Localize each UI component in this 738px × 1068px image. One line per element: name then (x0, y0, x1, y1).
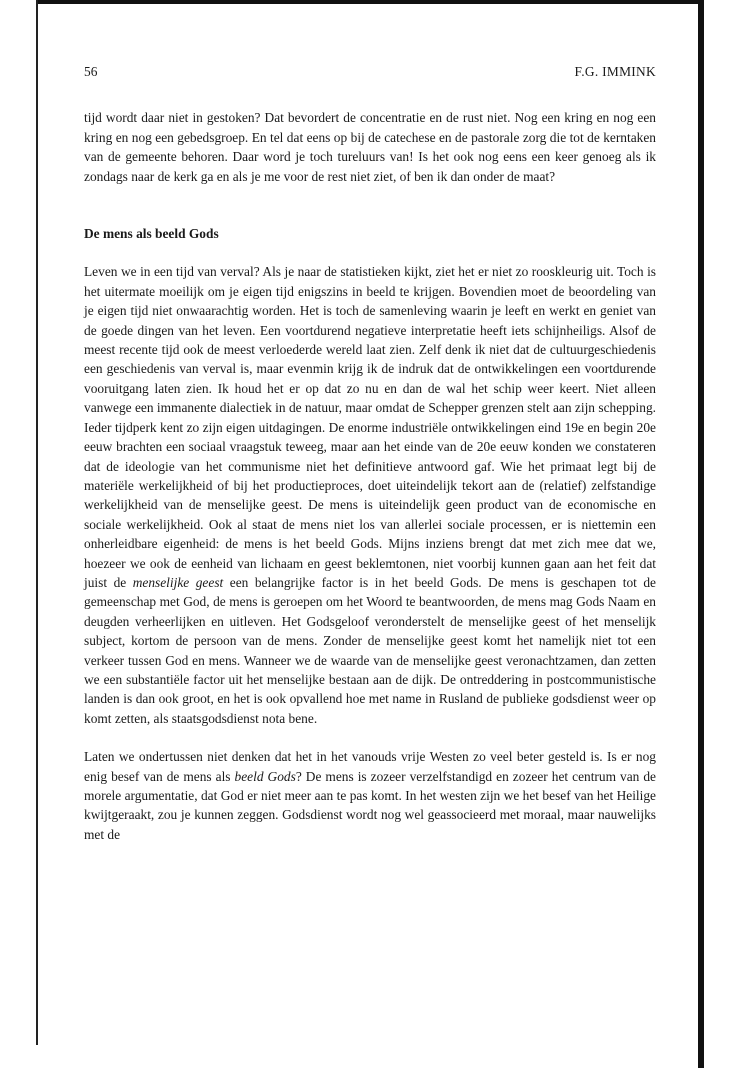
paragraph-spacer (84, 728, 656, 747)
paragraph-3-text-a: Laten we ondertussen niet denken dat het in het vanouds vrije Westen zo veel beter gesteld is. Is er nog enig besef van de mens als (84, 749, 656, 784)
paragraph-2 (84, 262, 656, 728)
scan-border-left (36, 0, 38, 1045)
section-heading: De mens als beeld Gods (84, 226, 219, 242)
scan-border-right (698, 0, 704, 1068)
section-spacer (84, 186, 656, 224)
running-head-author: F.G. IMMINK (574, 64, 656, 79)
paragraph-2-emphasis: menselijke geest (132, 574, 224, 590)
page-number: 56 (84, 64, 98, 79)
paragraph-3 (84, 747, 656, 844)
paragraph-1: tijd wordt daar niet in gestoken? Dat bevordert de concentratie en de rust niet. Nog een kring en nog een kring en nog een gebedsgroep. En tel dat eens op bij de catechese en de pastorale zorg die tot de kerntaken van de gemeente behoren. Daar word je toch tureluurs van! Is het ook nog eens een keer genoeg als ik zondags naar de kerk ga en als je me voor de rest niet ziet, of ben ik dan onder de maat? (84, 110, 656, 184)
paragraph-2-text-a: Leven we in een tijd van verval? Als je naar de statistieken kijkt, ziet het er niet zo rooskleurig uit. Toch is het uitermate moeilijk om je eigen tijd enigszins in beeld te krijgen. Bovendien moet de beoordeling van je eigen tijd niet onwaarachtig worden. Het is toch de samenleving waarin je leeft en werkt en geniet van de goede dingen van het leven. Een voortdurend negatieve interpretatie heeft iets schijnheiligs. Alsof de meest recente tijd ook de meest verloederde wereld laat zien. Zelf denk ik niet dat de cultuurgeschiedenis een geschiedenis van verval is, maar evenmin krijg ik de indruk dat de ontwikkelingen een voortdurende vooruitgang laten zien. Ik houd het er op dat zo nu en dan de wal het schip weer keert. Niet alleen vanwege een immanente dialectiek in de natuur, maar omdat de Schepper grenzen stelt aan zijn schepping. Ieder tijdperk kent zo zijn eigen uitdagingen. De enorme industriële ontwikkelingen eind 19e en begin 20e eeuw brachten een sociaal vraagstuk teweeg, maar aan het einde van de 20e eeuw konden we constateren dat de ideologie van het communisme niet het definitieve antwoord gaf. Wie het primaat legt bij de materiële werkelijkheid of bij het productieproces, doet uiteindelijk tekort aan de (relatief) zelfstandige werkelijkheid van de menselijke geest. De mens is uiteindelijk geen product van de economische en sociale werkelijkheid. Ook al staat de mens niet los van allerlei sociale processen, er is niettemin een onherleidbare eigenheid: de mens is het beeld Gods. Mijns inziens brengt dat met zich mee dat we, hoezeer we ook de eenheid van lichaam en geest beklemtonen, niet voorbij kunnen gaan aan het feit dat juist de (84, 264, 656, 590)
scan-border-top (36, 0, 700, 4)
paragraph-3-text-b: ? De mens is zozeer verzelfstandigd en zozeer het centrum van de morele argumentatie, dat God er niet meer aan te pas komt. In het westen zijn we het besef van het Heilige kwijtgeraakt, zou je kunnen zeggen. Godsdienst wordt nog wel geassocieerd met moraal, maar nauwelijks met de (84, 768, 656, 842)
paragraph-2-text-b: een belangrijke factor is in het beeld Gods. De mens is geschapen tot de gemeenschap met God, de mens is geroepen om het Woord te beantwoorden, de mens mag Gods Naam en deugden verheerlijken en uitleven. Het Godsgeloof veronderstelt de menselijke geest of het menselijk subject, kortom de persoon van de mens. Zonder de menselijke geest komt het namelijk niet tot een verkeer tussen God en mens. Wanneer we de waarde van de menselijke geest veronachtzamen, dan zetten we een substantiële factor uit het menselijke bestaan aan de dijk. De ontreddering in postcommunistische landen is dan ook groot, en het is ook opvallend hoe met name in Rusland de publieke godsdienst weer op komt zetten, als staatsgodsdienst nota bene. (84, 574, 657, 726)
paragraph-3-emphasis: beeld Gods (234, 768, 296, 784)
running-header (84, 62, 656, 81)
book-page (84, 62, 656, 844)
